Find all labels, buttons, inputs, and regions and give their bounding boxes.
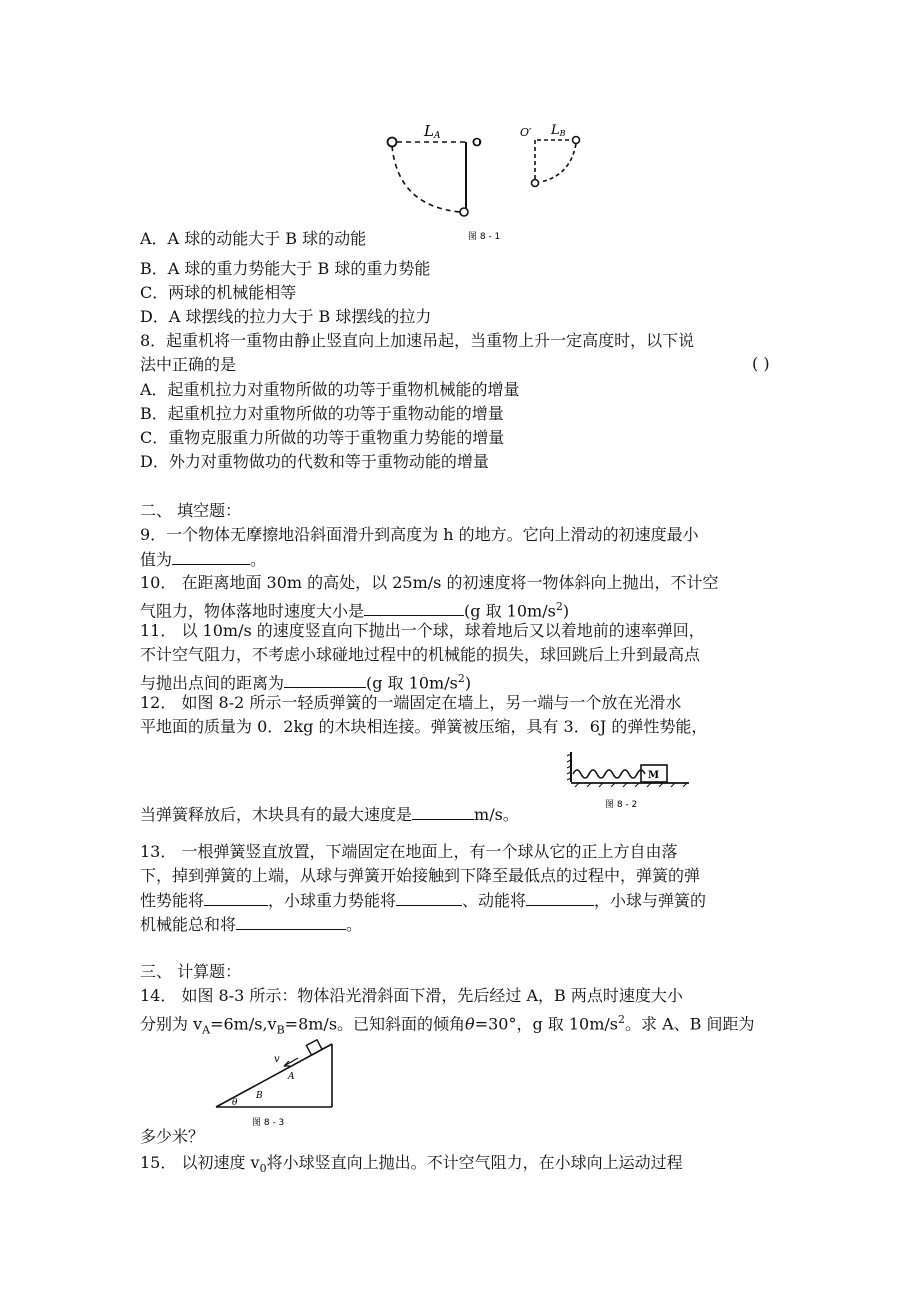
q13-line2: 下，掉到弹簧的上端，从球与弹簧开始接触到下降至最低点的过程中，弹簧的弹 [140, 866, 701, 885]
q7-option-d: D．A 球摆线的拉力大于 B 球摆线的拉力 [140, 307, 432, 326]
q13-line1: 13． 一根弹簧竖直放置，下端固定在地面上，有一个球从它的正上方自由落 [140, 842, 678, 861]
q14-line1: 14． 如图 8-3 所示：物体沿光滑斜面下滑，先后经过 A，B 两点时速度大小 [140, 986, 683, 1005]
q10-line1: 10． 在距离地面 30m 的高处，以 25m/s 的初速度将一物体斜向上抛出，不计空 [140, 573, 719, 592]
answer-blank[interactable] [396, 889, 462, 906]
answer-blank[interactable] [204, 889, 268, 906]
label-o: O [472, 136, 482, 149]
q12-line1: 12． 如图 8-2 所示一轻质弹簧的一端固定在墙上，另一端与一个放在光滑水 [140, 693, 682, 712]
q12-line3: 当弹簧释放后，木块具有的最大速度是 m/s。 [140, 805, 519, 824]
answer-blank[interactable] [236, 913, 346, 930]
q14-line3: 多少米？ [140, 1127, 205, 1146]
answer-blank[interactable] [284, 671, 366, 688]
q13-line4: 机械能总和将 。 [140, 915, 363, 934]
label-la: LA [424, 122, 441, 141]
block-label: M [648, 770, 660, 781]
figure-8-1-caption: 图 8 - 1 [468, 232, 501, 240]
figure-8-3-caption: 图 8 - 3 [252, 1118, 285, 1128]
section-2-heading: 二、 填空题： [140, 501, 242, 520]
label-o-prime: O′ [520, 126, 532, 139]
answer-blank[interactable] [172, 548, 250, 565]
q7-option-b: B．A 球的重力势能大于 B 球的重力势能 [140, 259, 431, 278]
q8-option-d: D．外力对重物做功的代数和等于重物动能的增量 [140, 452, 489, 471]
q14-line2: 分别为 $v_A=6m/s,v_B=8m/s$。已知斜面的倾角θ=30°，g 取 $10m/s^2$。求 A、B 间距为 [140, 1013, 755, 1037]
q7-option-c: C．两球的机械能相等 [140, 283, 297, 302]
figure-8-1 [380, 118, 620, 240]
q10-line2: 气阻力，物体落地时速度大小是 (g 取 $10m/s^2$) [140, 600, 570, 621]
velocity-label: v [274, 1054, 280, 1065]
q11-line3: 与抛出点间的距离为 (g 取 $10m/s^2$) [140, 672, 472, 693]
q8-line2: 法中正确的是 [140, 355, 237, 374]
q12-line2: 平地面的质量为 0．2kg 的木块相连接。弹簧被压缩，具有 3．6J 的弹性势能， [140, 717, 708, 736]
point-a-label: A [288, 1072, 295, 1082]
q11-line1: 11． 以 10m/s 的速度竖直向下抛出一个球，球着地后又以着地前的速率弹回， [140, 621, 705, 640]
q8-line1: 8．起重机将一重物由静止竖直向上加速吊起，当重物上升一定高度时，以下说 [140, 331, 695, 350]
q8-answer-bracket: ( ) [752, 354, 770, 373]
q13-line3: 性势能将 ，小球重力势能将 、动能将 ，小球与弹簧的 [140, 891, 707, 910]
q8-option-c: C．重物克服重力所做的功等于重物重力势能的增量 [140, 428, 505, 447]
figure-8-2-caption: 图 8 - 2 [605, 800, 638, 810]
answer-blank[interactable] [412, 803, 474, 820]
figure-8-2 [565, 748, 695, 810]
q7-option-a: A．A 球的动能大于 B 球的动能 [140, 229, 367, 248]
q9-line1: 9．一个物体无摩擦地沿斜面滑升到高度为 h 的地方。它向上滑动的初速度最小 [140, 525, 699, 544]
angle-label: θ [232, 1098, 238, 1108]
figure-8-3 [212, 1036, 336, 1128]
point-b-label: B [256, 1091, 263, 1101]
label-lb: LB [551, 123, 566, 138]
q11-line2: 不计空气阻力，不考虑小球碰地过程中的机械能的损失，球回跳后上升到最高点 [140, 645, 701, 664]
answer-blank[interactable] [364, 599, 464, 616]
section-3-heading: 三、 计算题： [140, 962, 242, 981]
q9-line2: 值为 。 [140, 550, 267, 569]
q8-option-b: B．起重机拉力对重物所做的功等于重物动能的增量 [140, 404, 504, 423]
q15-line1: 15． 以初速度 $v_0$将小球竖直向上抛出。不计空气阻力，在小球向上运动过程 [140, 1153, 683, 1176]
q8-option-a: A．起重机拉力对重物所做的功等于重物机械能的增量 [140, 380, 520, 399]
answer-blank[interactable] [526, 889, 594, 906]
